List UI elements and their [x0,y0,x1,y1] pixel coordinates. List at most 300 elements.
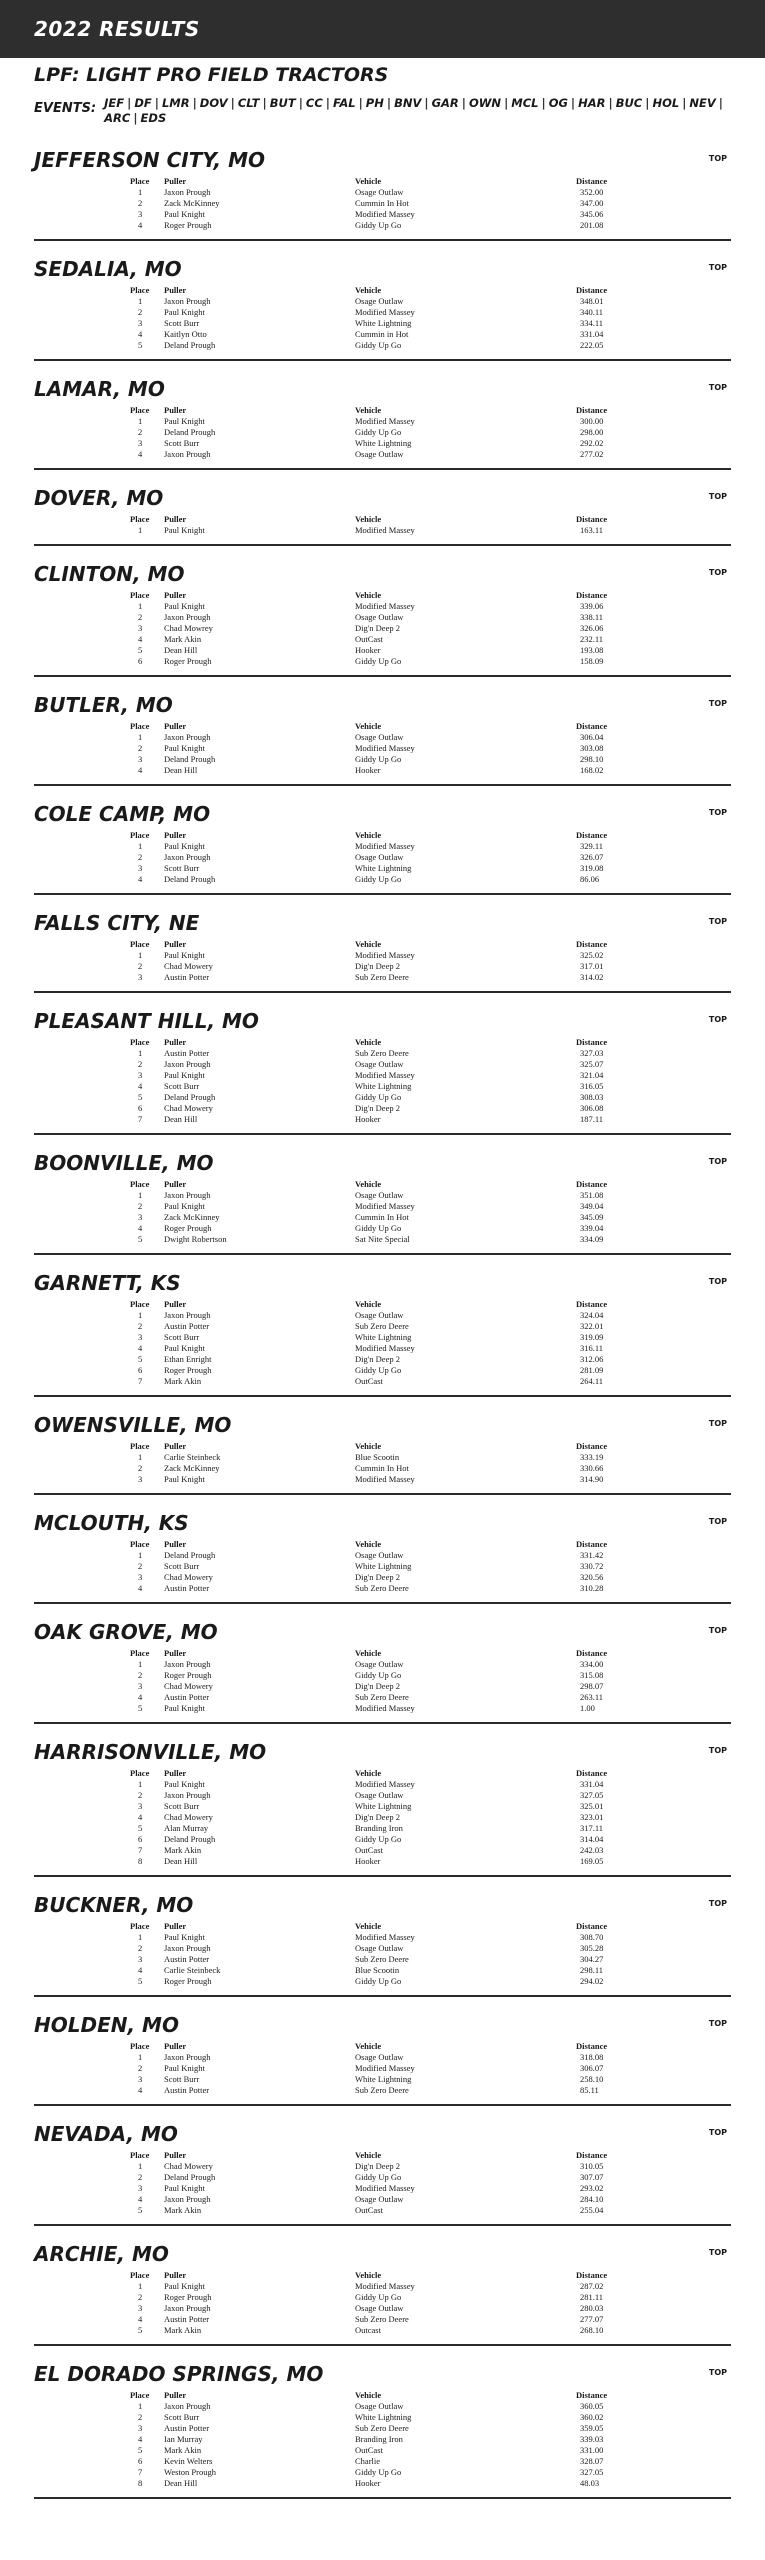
table-row [34,427,731,438]
event-section [34,1255,731,1397]
place-cell: 2 [138,1463,143,1473]
puller-cell: Scott Burr [164,438,200,448]
table-row [34,1561,731,1572]
puller-cell: Jaxon Prough [164,852,211,862]
place-cell: 5 [138,1234,143,1244]
back-to-top-link[interactable]: TOP [708,1419,727,1428]
puller-cell: Austin Potter [164,1583,210,1593]
place-cell: 1 [138,416,143,426]
results-sections [0,132,765,2499]
table-row [34,2467,731,2478]
place-cell: 5 [138,2205,143,2215]
back-to-top-link[interactable]: TOP [708,383,727,392]
puller-cell: Scott Burr [164,863,200,873]
place-header: Place [130,721,150,731]
event-title: BUCKNER, MO [34,1893,194,1917]
puller-cell: Jaxon Prough [164,1310,211,1320]
place-header: Place [130,2390,150,2400]
table-row [34,198,731,209]
vehicle-cell: OutCast [355,1376,383,1386]
place-cell: 1 [138,1310,143,1320]
distance-cell: 340.11 [580,307,604,317]
distance-header: Distance [576,2150,608,2160]
place-cell: 1 [138,1190,143,1200]
results-table-header [34,514,731,525]
table-row [34,2281,731,2292]
place-cell: 2 [138,1201,143,1211]
table-row [34,2456,731,2467]
distance-cell: 327.05 [580,2467,604,2477]
event-title: COLE CAMP, MO [34,802,211,826]
place-cell: 1 [138,1550,143,1560]
place-cell: 1 [138,187,143,197]
distance-cell: 326.07 [580,852,604,862]
place-cell: 1 [138,601,143,611]
puller-cell: Chad Mowery [164,1681,213,1691]
table-row [34,2292,731,2303]
vehicle-cell: Sat Nite Special [355,1234,410,1244]
vehicle-cell: White Lightning [355,438,412,448]
back-to-top-link[interactable]: TOP [708,2248,727,2257]
place-cell: 5 [138,1976,143,1986]
puller-cell: Jaxon Prough [164,612,211,622]
vehicle-cell: Osage Outlaw [355,2052,404,2062]
vehicle-header: Vehicle [355,2150,382,2160]
back-to-top-link[interactable]: TOP [708,154,727,163]
place-cell: 4 [138,1081,143,1091]
distance-header: Distance [576,1539,608,1549]
vehicle-cell: Modified Massey [355,1703,415,1713]
table-row [34,329,731,340]
vehicle-cell: Giddy Up Go [355,1092,402,1102]
table-row [34,1452,731,1463]
vehicle-cell: Osage Outlaw [355,1943,404,1953]
place-cell: 4 [138,2085,143,2095]
place-cell: 1 [138,2052,143,2062]
event-link-nev[interactable]: NEV [689,96,716,110]
distance-header: Distance [576,2270,608,2280]
vehicle-cell: White Lightning [355,1332,412,1342]
place-cell: 5 [138,645,143,655]
place-cell: 4 [138,1343,143,1353]
distance-cell: 318.08 [580,2052,604,2062]
vehicle-cell: Modified Massey [355,209,415,219]
vehicle-cell: Sub Zero Deere [355,2423,409,2433]
place-cell: 1 [138,296,143,306]
distance-header: Distance [576,1921,608,1931]
event-link-har[interactable]: HAR [578,96,606,110]
event-section [34,993,731,1135]
place-cell: 4 [138,2194,143,2204]
back-to-top-link[interactable]: TOP [708,1626,727,1635]
event-link-but[interactable]: BUT [269,96,296,110]
distance-header: Distance [576,1441,608,1451]
event-section [34,2226,731,2346]
place-cell: 8 [138,2478,143,2488]
event-link-eds[interactable]: EDS [140,111,167,125]
event-link-gar[interactable]: GAR [431,96,459,110]
vehicle-cell: Hooker [355,2478,381,2488]
table-row [34,1103,731,1114]
event-separator: | [570,96,576,110]
event-link-bnv[interactable]: BNV [394,96,422,110]
table-row [34,2434,731,2445]
table-row [34,2445,731,2456]
event-separator: | [262,96,267,110]
event-section [34,132,731,241]
puller-cell: Paul Knight [164,307,205,317]
distance-cell: 304.27 [580,1954,604,1964]
distance-cell: 193.08 [580,645,604,655]
place-header: Place [130,1299,150,1309]
puller-header: Puller [164,590,187,600]
table-row [34,2205,731,2216]
puller-cell: Scott Burr [164,2412,200,2422]
place-cell: 2 [138,2292,143,2302]
back-to-top-link[interactable]: TOP [708,1899,727,1908]
puller-cell: Roger Prough [164,1670,212,1680]
vehicle-cell: Modified Massey [355,1932,415,1942]
event-title: FALLS CITY, NE [34,911,200,935]
table-row [34,1048,731,1059]
distance-cell: 187.11 [580,1114,604,1124]
event-separator: | [127,96,132,110]
back-to-top-link[interactable]: TOP [708,263,727,272]
place-cell: 2 [138,198,143,208]
puller-cell: Dean Hill [164,2478,198,2488]
vehicle-cell: Modified Massey [355,416,415,426]
distance-cell: 331.00 [580,2445,604,2455]
place-cell: 6 [138,1834,143,1844]
place-cell: 3 [138,1474,143,1484]
puller-cell: Deland Prough [164,1550,216,1560]
distance-cell: 348.01 [580,296,604,306]
back-to-top-link[interactable]: TOP [708,492,727,501]
table-row [34,1114,731,1125]
back-to-top-link[interactable]: TOP [708,1157,727,1166]
table-row [34,1310,731,1321]
distance-cell: 325.02 [580,950,604,960]
distance-cell: 300.00 [580,416,604,426]
vehicle-cell: Modified Massey [355,2063,415,2073]
distance-cell: 281.09 [580,1365,604,1375]
distance-cell: 258.10 [580,2074,604,2084]
vehicle-cell: Giddy Up Go [355,1365,402,1375]
back-to-top-link[interactable]: TOP [708,1517,727,1526]
puller-header: Puller [164,2270,187,2280]
distance-cell: 338.11 [580,612,604,622]
place-cell: 3 [138,1212,143,1222]
distance-cell: 284.10 [580,2194,604,2204]
table-row [34,1376,731,1387]
place-cell: 2 [138,1321,143,1331]
vehicle-cell: Cummin In Hot [355,1212,409,1222]
distance-cell: 321.04 [580,1070,604,1080]
event-link-jef[interactable]: JEF [104,96,125,110]
vehicle-header: Vehicle [355,2390,382,2400]
puller-cell: Dwight Robertson [164,1234,227,1244]
place-header: Place [130,2150,150,2160]
place-cell: 5 [138,340,143,350]
table-row [34,296,731,307]
distance-cell: 352.00 [580,187,604,197]
place-cell: 7 [138,1114,143,1124]
back-to-top-link[interactable]: TOP [708,2368,727,2377]
place-cell: 1 [138,1659,143,1669]
place-cell: 1 [138,2281,143,2291]
vehicle-cell: OutCast [355,634,383,644]
distance-cell: 307.07 [580,2172,604,2182]
puller-cell: Austin Potter [164,1321,210,1331]
table-row [34,2074,731,2085]
vehicle-cell: Sub Zero Deere [355,1048,409,1058]
place-cell: 1 [138,1452,143,1462]
vehicle-header: Vehicle [355,1648,382,1658]
results-table-header [34,1037,731,1048]
vehicle-header: Vehicle [355,2041,382,2051]
vehicle-header: Vehicle [355,514,382,524]
place-header: Place [130,514,150,524]
event-link-buc[interactable]: BUC [615,96,643,110]
puller-cell: Deland Prough [164,754,216,764]
table-row [34,1965,731,1976]
distance-cell: 314.04 [580,1834,604,1844]
back-to-top-link[interactable]: TOP [708,808,727,817]
place-cell: 4 [138,2314,143,2324]
table-row [34,2194,731,2205]
distance-cell: 292.02 [580,438,604,448]
back-to-top-link[interactable]: TOP [708,917,727,926]
distance-cell: 314.90 [580,1474,604,1484]
table-row [34,1092,731,1103]
table-row [34,2303,731,2314]
table-row [34,2314,731,2325]
event-title: NEVADA, MO [34,2122,178,2146]
puller-header: Puller [164,1179,187,1189]
event-link-cc[interactable]: CC [305,96,323,110]
back-to-top-link[interactable]: TOP [708,2019,727,2028]
event-link-og[interactable]: OG [548,96,568,110]
vehicle-cell: Osage Outlaw [355,296,404,306]
event-section [34,677,731,786]
results-table-header [34,405,731,416]
vehicle-cell: White Lightning [355,318,412,328]
puller-cell: Roger Prough [164,2292,212,2302]
table-row [34,743,731,754]
vehicle-header: Vehicle [355,285,382,295]
table-row [34,1681,731,1692]
place-cell: 5 [138,1703,143,1713]
puller-cell: Paul Knight [164,2183,205,2193]
back-to-top-link[interactable]: TOP [708,2128,727,2137]
distance-cell: 287.02 [580,2281,604,2291]
puller-cell: Scott Burr [164,1801,200,1811]
place-cell: 3 [138,1332,143,1342]
results-table-header [34,1441,731,1452]
event-title: CLINTON, MO [34,562,185,586]
event-link-own[interactable]: OWN [468,96,502,110]
event-link-clt[interactable]: CLT [237,96,260,110]
vehicle-cell: Dig'n Deep 2 [355,2161,400,2171]
vehicle-header: Vehicle [355,1539,382,1549]
vehicle-cell: Sub Zero Deere [355,1692,409,1702]
event-section [34,1135,731,1255]
place-cell: 6 [138,1365,143,1375]
place-cell: 7 [138,1376,143,1386]
puller-cell: Dean Hill [164,765,198,775]
distance-cell: 351.08 [580,1190,604,1200]
vehicle-cell: Osage Outlaw [355,2303,404,2313]
table-row [34,950,731,961]
distance-header: Distance [576,405,608,415]
back-to-top-link[interactable]: TOP [708,1015,727,1024]
table-row [34,852,731,863]
distance-cell: 298.10 [580,754,604,764]
event-section [34,895,731,993]
table-row [34,2423,731,2434]
place-cell: 6 [138,2456,143,2466]
results-table-header [34,285,731,296]
puller-cell: Carlie Steinbeck [164,1965,221,1975]
table-row [34,1550,731,1561]
event-section [34,1724,731,1877]
vehicle-cell: Modified Massey [355,1474,415,1484]
vehicle-cell: OutCast [355,2205,383,2215]
table-row [34,318,731,329]
event-section [34,1997,731,2106]
vehicle-cell: Giddy Up Go [355,1834,402,1844]
distance-cell: 347.00 [580,198,604,208]
place-cell: 4 [138,2434,143,2444]
puller-cell: Chad Mowery [164,1812,213,1822]
vehicle-cell: Modified Massey [355,841,415,851]
event-link-dov[interactable]: DOV [199,96,228,110]
event-link-mcl[interactable]: MCL [511,96,539,110]
place-cell: 2 [138,1790,143,1800]
place-cell: 4 [138,765,143,775]
vehicle-cell: Giddy Up Go [355,340,402,350]
puller-cell: Roger Prough [164,220,212,230]
table-row [34,612,731,623]
distance-cell: 293.02 [580,2183,604,2193]
distance-cell: 330.72 [580,1561,604,1571]
place-cell: 3 [138,2183,143,2193]
event-section [34,1604,731,1724]
puller-header: Puller [164,1768,187,1778]
event-section [34,2106,731,2226]
distance-cell: 163.11 [580,525,604,535]
distance-header: Distance [576,1037,608,1047]
distance-header: Distance [576,590,608,600]
puller-cell: Austin Potter [164,1954,210,1964]
vehicle-cell: Charlie [355,2456,381,2466]
puller-header: Puller [164,285,187,295]
vehicle-cell: Branding Iron [355,2434,403,2444]
results-table-header [34,176,731,187]
place-cell: 3 [138,318,143,328]
puller-cell: Deland Prough [164,340,216,350]
distance-header: Distance [576,939,608,949]
table-row [34,1943,731,1954]
puller-cell: Chad Mowery [164,1103,213,1113]
distance-cell: 314.02 [580,972,604,982]
back-to-top-link[interactable]: TOP [708,568,727,577]
event-separator: | [541,96,546,110]
table-row [34,1692,731,1703]
event-title: JEFFERSON CITY, MO [34,148,265,172]
results-table-header [34,2150,731,2161]
place-cell: 4 [138,329,143,339]
distance-cell: 319.08 [580,863,604,873]
table-row [34,656,731,667]
puller-header: Puller [164,176,187,186]
event-section [34,1495,731,1604]
vehicle-cell: Modified Massey [355,1070,415,1080]
place-cell: 2 [138,427,143,437]
event-link-lmr[interactable]: LMR [161,96,190,110]
vehicle-cell: Hooker [355,1856,381,1866]
place-cell: 4 [138,874,143,884]
puller-cell: Chad Mowrey [164,623,213,633]
place-header: Place [130,1921,150,1931]
results-table-header [34,1921,731,1932]
event-separator: | [461,96,466,110]
distance-cell: 339.04 [580,1223,604,1233]
place-header: Place [130,1441,150,1451]
event-link-df[interactable]: DF [134,96,152,110]
place-cell: 6 [138,1103,143,1113]
event-link-hol[interactable]: HOL [652,96,680,110]
vehicle-cell: White Lightning [355,863,412,873]
table-row [34,863,731,874]
back-to-top-link[interactable]: TOP [708,1277,727,1286]
distance-cell: 48.03 [580,2478,600,2488]
back-to-top-link[interactable]: TOP [708,1746,727,1755]
distance-cell: 294.02 [580,1976,604,1986]
distance-cell: 281.11 [580,2292,604,2302]
place-cell: 3 [138,1572,143,1582]
distance-cell: 331.42 [580,1550,604,1560]
vehicle-cell: Osage Outlaw [355,449,404,459]
place-cell: 2 [138,307,143,317]
puller-cell: Deland Prough [164,1834,216,1844]
event-link-ph[interactable]: PH [365,96,384,110]
distance-header: Distance [576,721,608,731]
place-cell: 1 [138,2161,143,2171]
puller-cell: Zack McKinney [164,198,220,208]
puller-cell: Jaxon Prough [164,2401,211,2411]
results-table-header [34,939,731,950]
distance-cell: 345.09 [580,1212,604,1222]
table-row [34,1812,731,1823]
event-section [34,2346,731,2499]
distance-cell: 201.08 [580,220,604,230]
puller-cell: Kevin Welters [164,2456,213,2466]
table-row [34,1856,731,1867]
place-cell: 3 [138,1954,143,1964]
distance-cell: 334.09 [580,1234,604,1244]
back-to-top-link[interactable]: TOP [708,699,727,708]
vehicle-header: Vehicle [355,1179,382,1189]
event-title: MCLOUTH, KS [34,1511,189,1535]
table-row [34,765,731,776]
event-link-arc[interactable]: ARC [104,111,131,125]
event-link-fal[interactable]: FAL [332,96,356,110]
place-cell: 4 [138,449,143,459]
place-cell: 2 [138,1059,143,1069]
vehicle-cell: Modified Massey [355,743,415,753]
puller-cell: Jaxon Prough [164,2194,211,2204]
